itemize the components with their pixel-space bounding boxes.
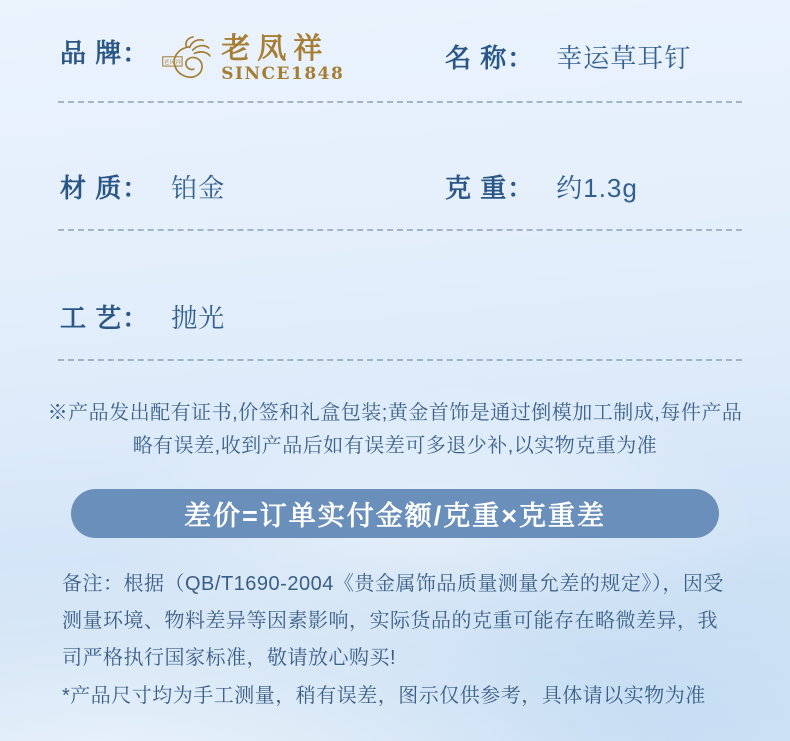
spec-label-material: 材 质： <box>60 173 150 203</box>
divider-3 <box>58 359 742 361</box>
spec-value-weight: 约1.3g <box>556 173 638 203</box>
divider-2 <box>58 229 742 231</box>
remark-paragraph: 备注：根据（QB/T1690-2004《贵金属饰品质量测量允差的规定》），因受测量环境、物料差异等因素影响，实际货品的克重可能存在略微差异，我司严格执行国家标准，敬请放心购买! <box>62 573 724 669</box>
certificate-notice: ※产品发出配有证书,价签和礼盒包装;黄金首饰是通过倒模加工制成,每件产品略有误差,收到产品后如有误差可多退少补,以实物克重为准 <box>47 402 743 457</box>
emblem-text: 老凤祥 <box>163 59 182 66</box>
spec-label-name: 名 称： <box>445 43 535 73</box>
spec-value-craft: 抛光 <box>171 303 226 333</box>
price-difference-banner <box>71 489 719 538</box>
spec-value-name: 幸运草耳钉 <box>556 43 692 73</box>
phoenix-emblem-icon <box>161 33 215 89</box>
spec-value-material: 铂金 <box>171 173 226 203</box>
spec-label-craft: 工 艺： <box>60 303 150 333</box>
spec-row-material <box>60 168 225 205</box>
spec-row-brand <box>60 33 344 89</box>
spec-label-weight: 克 重： <box>445 173 535 203</box>
divider-1 <box>58 101 742 103</box>
spec-row-name <box>445 38 691 75</box>
spec-row-craft <box>60 298 225 335</box>
spec-row-weight <box>445 168 638 205</box>
price-difference-formula: 差价=订单实付金额/克重×克重差 <box>183 501 607 531</box>
brand-logo <box>161 33 344 89</box>
measurement-footnote: *产品尺寸均为手工测量，稍有误差，图示仅供参考，具体请以实物为准 <box>62 685 706 707</box>
spec-label-brand: 品 牌： <box>60 38 150 68</box>
brand-since-text: SINCE1848 <box>221 64 345 84</box>
brand-name-text: 老凤祥 <box>221 31 330 65</box>
brand-logo-text <box>221 33 344 83</box>
